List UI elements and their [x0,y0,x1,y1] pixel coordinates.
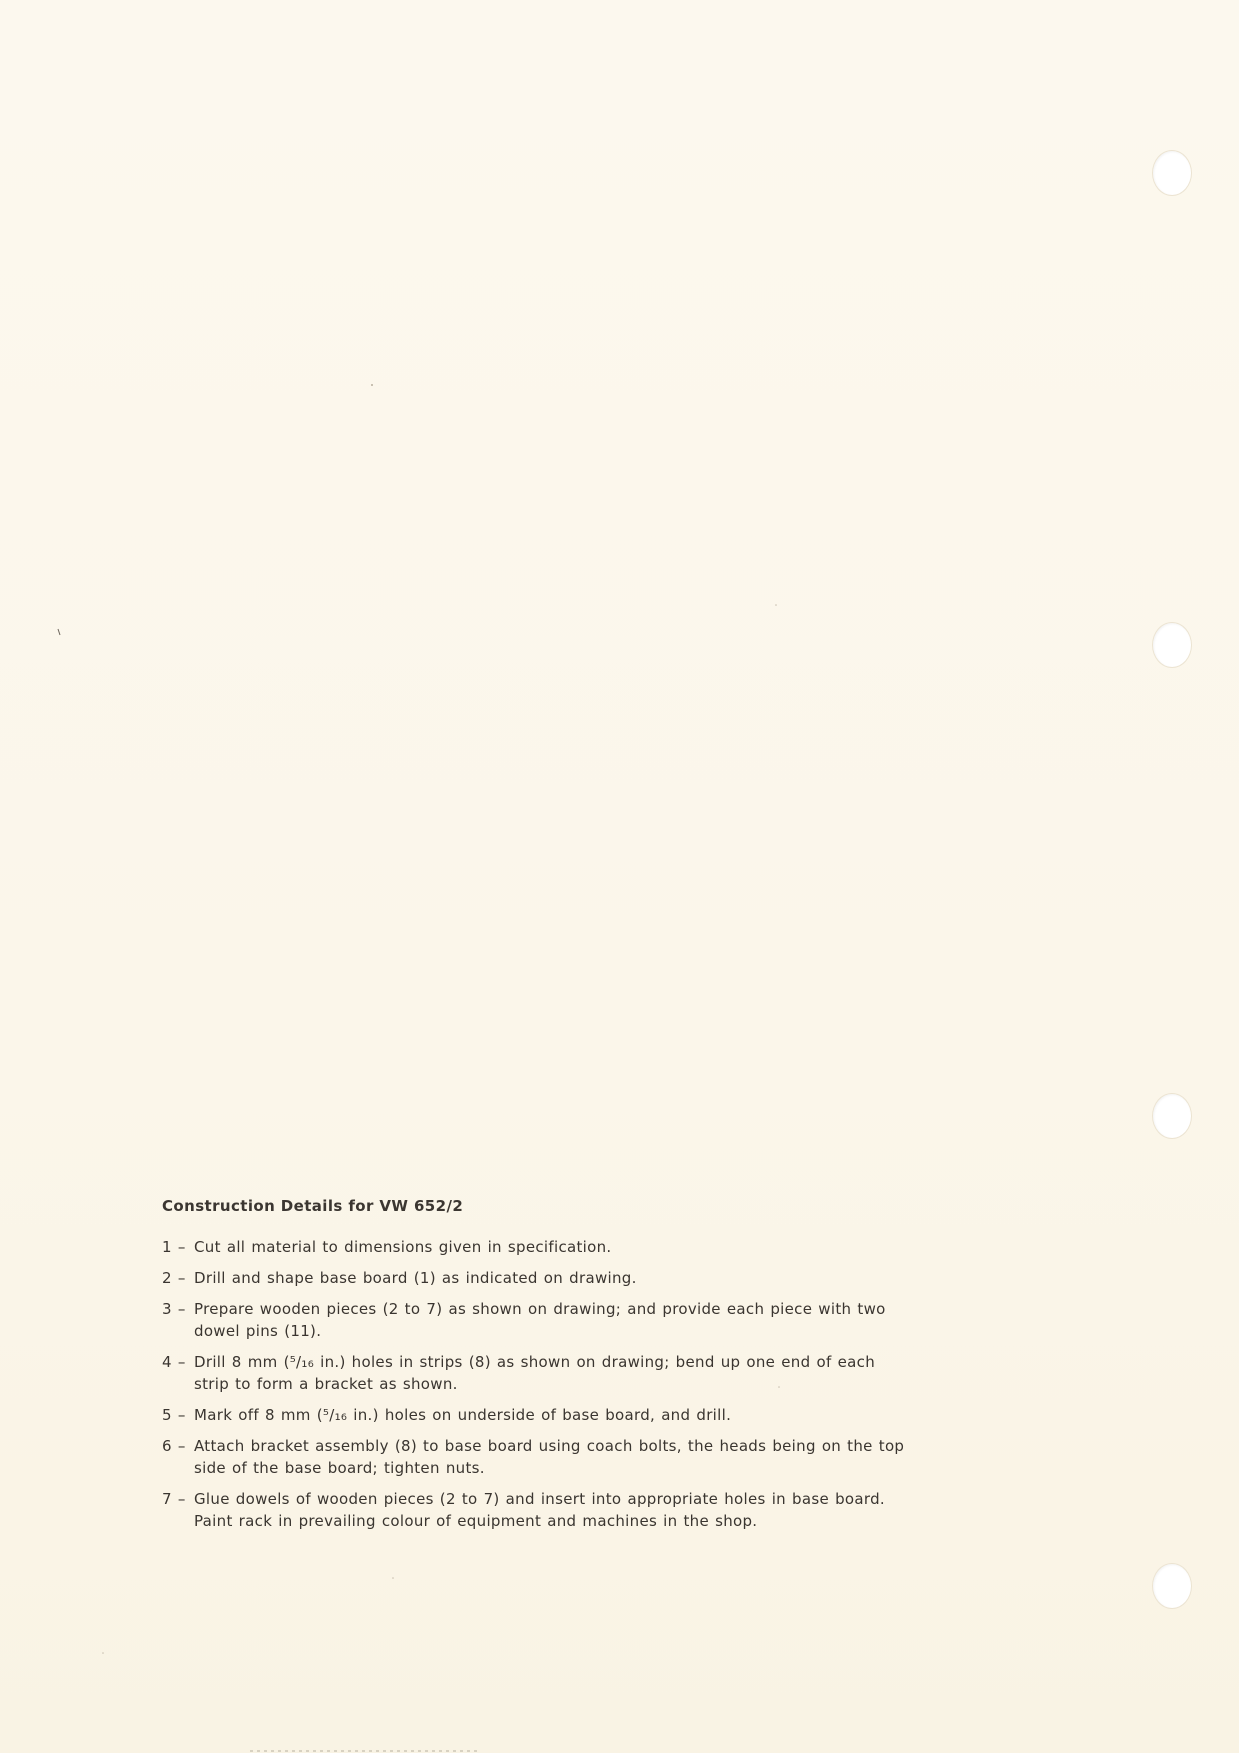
step-text: Attach bracket assembly (8) to base board using coach bolts, the heads being on the top side of the base board; tighten nuts. [194,1437,905,1477]
step-number: 6 – [162,1437,186,1455]
step-number: 3 – [162,1300,186,1318]
step-text: Prepare wooden pieces (2 to 7) as shown on drawing; and provide each piece with two dowel pins (11). [194,1300,886,1340]
section-title: Construction Details for VW 652/2 [162,1197,464,1215]
punch-hole [1152,150,1192,196]
list-item [162,1435,912,1479]
list-item [162,1351,912,1395]
step-text: Drill 8 mm (⁵/₁₆ in.) holes in strips (8) as shown on drawing; bend up one end of each strip to form a bracket as shown. [194,1353,876,1393]
list-item [162,1267,912,1289]
step-number: 5 – [162,1406,186,1424]
step-text: Drill and shape base board (1) as indicated on drawing. [194,1269,637,1287]
steps-list [162,1236,912,1532]
construction-details [162,1196,912,1541]
list-item [162,1236,912,1258]
step-number: 7 – [162,1490,186,1508]
punch-hole [1152,622,1192,668]
step-text: Glue dowels of wooden pieces (2 to 7) and insert into appropriate holes in base board. Paint rack in prevailing colour of equipment and machines in the shop. [194,1490,885,1530]
step-text: Mark off 8 mm (⁵/₁₆ in.) holes on underside of base board, and drill. [194,1406,732,1424]
step-number: 2 – [162,1269,186,1287]
step-number: 4 – [162,1353,186,1371]
list-item [162,1488,912,1532]
punch-hole [1152,1093,1192,1139]
list-item [162,1404,912,1426]
step-number: 1 – [162,1238,186,1256]
list-item [162,1298,912,1342]
step-text: Cut all material to dimensions given in specification. [194,1238,612,1256]
punch-hole [1152,1563,1192,1609]
